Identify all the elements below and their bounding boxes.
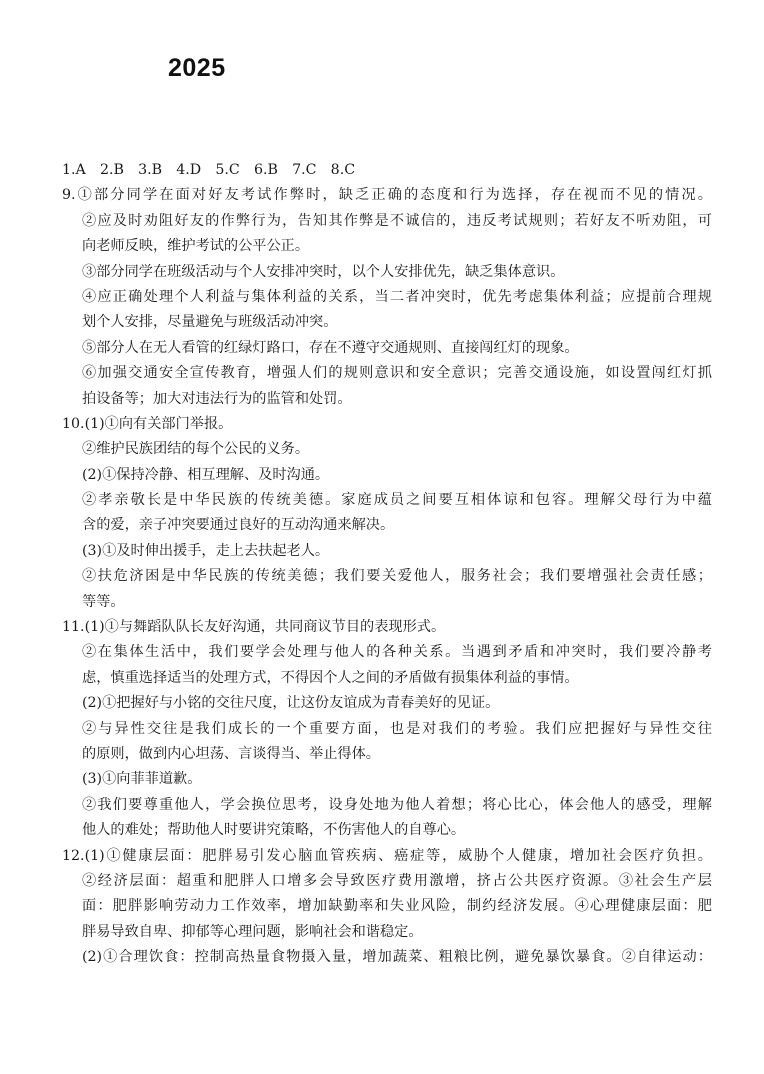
answer-line: ⑤部分人在无人看管的红绿灯路口，存在不遵守交通规则、直接闯红灯的现象。 (82, 339, 579, 356)
answer-line: 等等。 (82, 593, 125, 610)
answer-line: 面：肥胖影响劳动力工作效率，增加缺勤率和失业风险，制约经济发展。④心理健康层面：肥 (82, 898, 712, 915)
answer-line: ④应正确处理个人利益与集体利益的关系，当二者冲突时，优先考虑集体利益；应提前合理规 (82, 288, 712, 305)
answer-line: ②扶危济困是中华民族的传统美德；我们要关爱他人，服务社会；我们要增强社会责任感； (82, 568, 712, 585)
answer-line: (3)①向菲菲道歉。 (82, 771, 202, 788)
answer-line: ②经济层面：超重和肥胖人口增多会导致医疗费用激增，挤占公共医疗资源。③社会生产层 (82, 872, 712, 889)
answer-line: 拍设备等；加大对违法行为的监管和处罚。 (82, 390, 352, 407)
answer-line: (2)①合理饮食：控制高热量食物摄入量，增加蔬菜、粗粮比例，避免暴饮暴食。②自律运动： (82, 949, 712, 966)
answer-line: 的原则，做到内心坦荡、言谈得当、举止得体。 (82, 745, 380, 762)
answer-line: (3)①及时伸出援手，走上去扶起老人。 (82, 542, 330, 559)
answer-line: ②与异性交往是我们成长的一个重要方面，也是对我们的考验。我们应把握好与异性交往 (82, 720, 712, 737)
answer-line: 11.(1)①与舞蹈队队长友好沟通，共同商议节目的表现形式。 (62, 619, 446, 636)
answer-line: ③部分同学在班级活动与个人安排冲突时，以个人安排优先，缺乏集体意识。 (82, 263, 565, 280)
answer-line: ⑥加强交通安全宣传教育，增强人们的规则意识和安全意识；完善交通设施，如设置闯红灯抓 (82, 365, 712, 382)
answer-line: 12.(1)①健康层面：肥胖易引发心脑血管疾病、癌症等，威胁个人健康，增加社会医疗负担。 (62, 847, 712, 864)
answer-line: ②应及时劝阻好友的作弊行为，告知其作弊是不诚信的，违反考试规则；若好友不听劝阻，可 (82, 212, 712, 229)
answer-line: 10.(1)①向有关部门举报。 (62, 415, 233, 432)
answer-line: 1.A 2.B 3.B 4.D 5.C 6.B 7.C 8.C (62, 162, 356, 178)
answer-line: ②维护民族团结的每个公民的义务。 (82, 441, 310, 458)
answer-line: ②在集体生活中，我们要学会处理与他人的各种关系。当遇到矛盾和冲突时，我们要冷静考 (82, 644, 712, 661)
answer-line: 虑，慎重选择适当的处理方式，不得因个人之间的矛盾做有损集体利益的事情。 (82, 669, 579, 686)
answer-line: ②我们要尊重他人，学会换位思考，设身处地为他人着想；将心比心，体会他人的感受，理解 (82, 796, 712, 813)
answer-line: 划个人安排，尽量避免与班级活动冲突。 (82, 314, 338, 331)
answer-line: 向老师反映，维护考试的公平公正。 (82, 238, 310, 255)
answer-line: (2)①保持冷静、相互理解、及时沟通。 (82, 466, 330, 483)
answer-line: 胖易导致自卑、抑郁等心理问题，影响社会和谐稳定。 (82, 923, 423, 940)
answer-line: 含的爱，亲子冲突要通过良好的互动沟通来解决。 (82, 517, 395, 534)
answer-line: (2)①把握好与小铭的交往尺度，让这份友谊成为青春美好的见证。 (82, 695, 500, 712)
answer-line: 他人的难处；帮助他人时要讲究策略，不伤害他人的自尊心。 (82, 822, 466, 839)
answer-content (62, 158, 712, 971)
answer-line: ②孝亲敬长是中华民族的传统美德。家庭成员之间要互相体谅和包容。理解父母行为中蕴 (82, 492, 712, 509)
answer-line: 9.①部分同学在面对好友考试作弊时，缺乏正确的态度和行为选择，存在视而不见的情况。 (62, 187, 712, 204)
page-title-year: 2025 (168, 54, 226, 82)
